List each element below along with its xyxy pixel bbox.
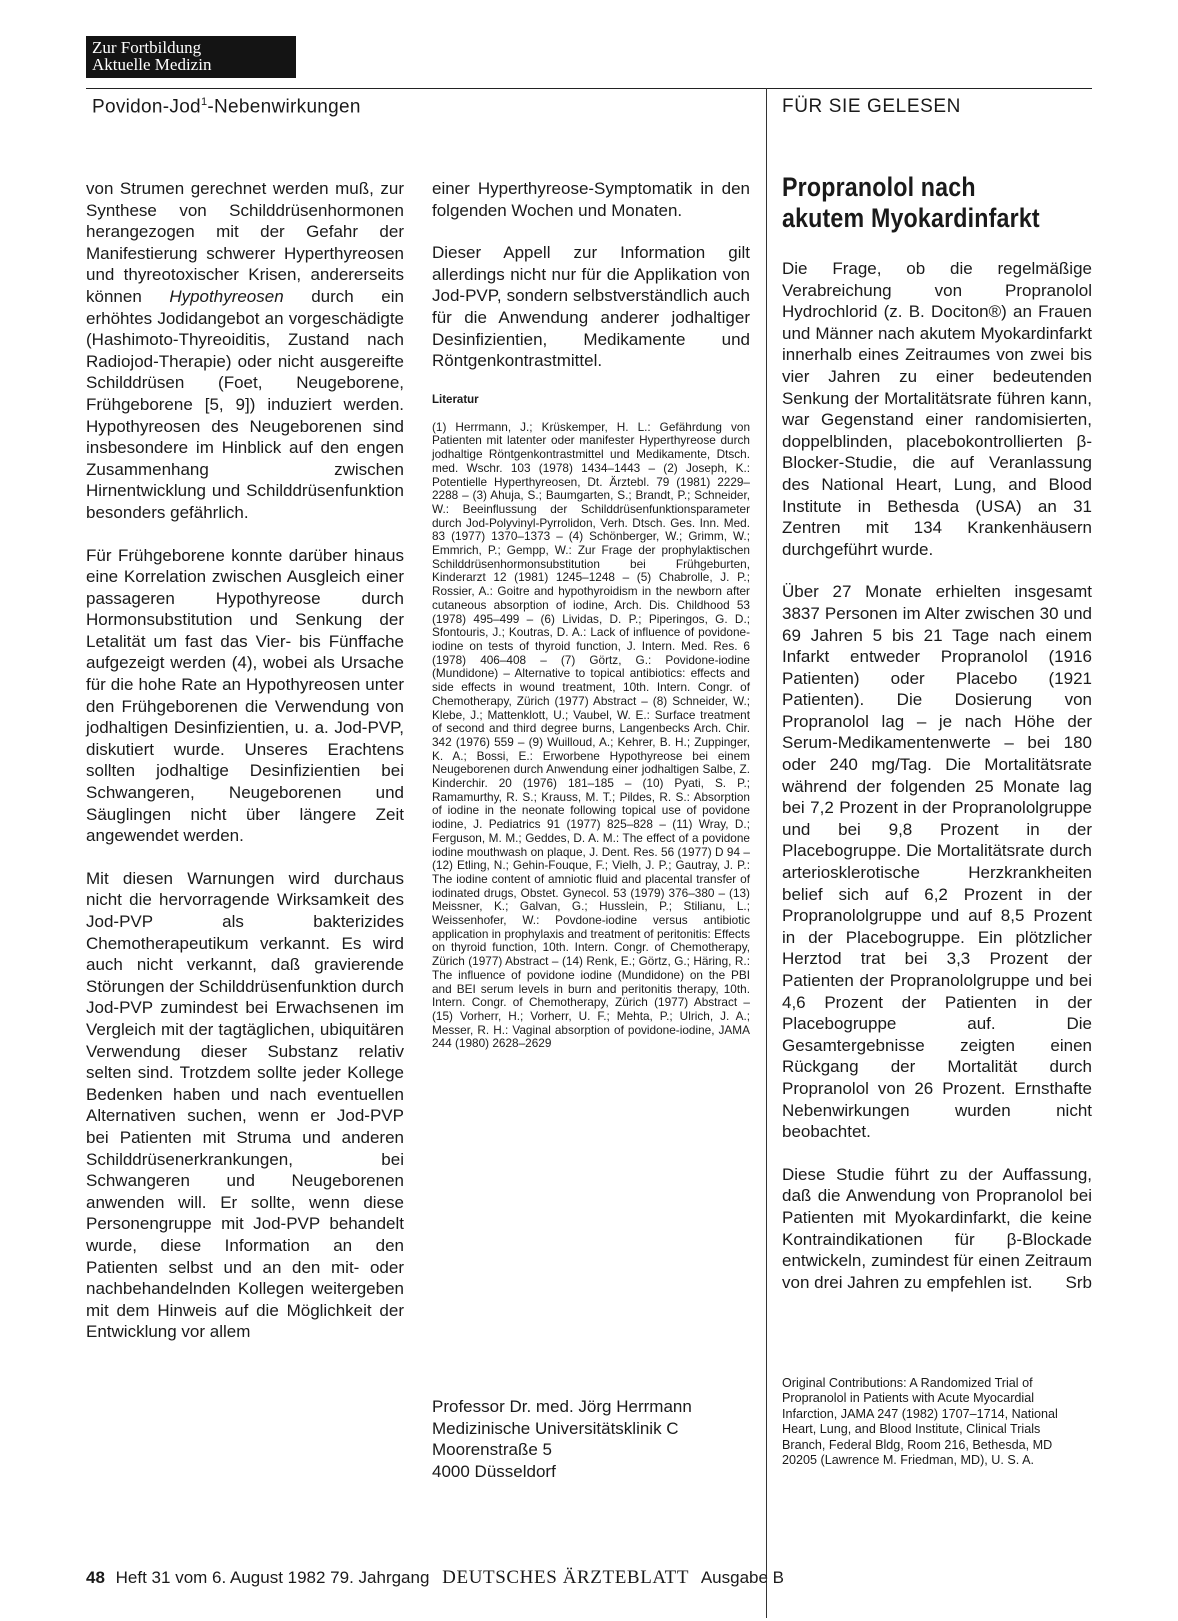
article-column-3 bbox=[782, 258, 1092, 1314]
page-footer bbox=[86, 1567, 784, 1589]
paragraph bbox=[782, 1164, 1092, 1294]
page-number: 48 bbox=[86, 1568, 105, 1587]
paragraph: einer Hyperthyreose-Symptomatik in den folgenden Wochen und Monaten. bbox=[432, 179, 750, 220]
journal-name: DEUTSCHES ÄRZTEBLATT bbox=[442, 1567, 690, 1588]
paragraph-text: Diese Studie führt zu der Auffassung, daß die Anwendung von Propranolol bei Patienten mit Myokardinfarkt, die keine Kontraindikationen für β-Blockade entwickeln, zumindest für einen Zeitraum von drei Jahren zu empfehlen ist. bbox=[782, 1164, 1092, 1292]
address-line: Professor Dr. med. Jörg Herrmann bbox=[432, 1397, 692, 1416]
address-line: 4000 Düsseldorf bbox=[432, 1461, 556, 1481]
headline-line1: Propranolol nach bbox=[782, 172, 976, 202]
paragraph-text: durch ein erhöhtes Jodidangebot an vorgeschädigte (Hashimoto-Thyreoiditis, Zustand nach Radiojod-Therapie) oder nicht ausgereifte Schilddrüsen (Foet, Neugeborene, Frühgeborene [5, 9]) induziert werden. Hypothyreosen des Neugeborenen sind insbesondere im Hinblick auf den engen Zusammenhang zwischen Hirnentwicklung und Schilddrüsenfunktion besonders gefährlich. bbox=[86, 286, 404, 522]
article-column-2 bbox=[432, 178, 750, 1051]
author-address bbox=[432, 1396, 692, 1482]
edition-label: Ausgabe B bbox=[700, 1568, 785, 1587]
section-badge-line2: Aktuelle Medizin bbox=[92, 55, 212, 74]
paragraph bbox=[86, 178, 404, 524]
running-head bbox=[92, 96, 361, 118]
source-citation: Original Contributions: A Randomized Trial of Propranolol in Patients with Acute Myocardial Infarction, JAMA 247 (1982) 1707–1714, National Heart, Lung, and Blood Institute, Clinical Trials Branch, Federal Bldg, Room 216, Bethesda, MD 20205 (Lawrence M. Friedman, MD), U. S. A. bbox=[782, 1376, 1058, 1468]
rubric-heading: FÜR SIE GELESEN bbox=[782, 96, 961, 117]
paragraph-text: von Strumen gerechnet werden muß, zur Synthese von Schilddrüsenhormonen herangezogen mit der Gefahr der Manifestierung schwerer Hyperthyreosen und thyreotoxischer Krisen, andererseits können bbox=[86, 179, 404, 306]
paragraph: Dieser Appell zur Information gilt allerdings nicht nur für die Applikation von Jod-PVP, sondern selbstverständlich auch für die Anwendung anderer jodhaltiger Desinfizientien, Medikamente und Röntgenkontrastmittel. bbox=[432, 243, 750, 371]
address-line: Medizinische Universitätsklinik C bbox=[432, 1418, 679, 1438]
footnote-marker: 1 bbox=[200, 96, 208, 108]
issue-info: Heft 31 vom 6. August 1982 79. Jahrgang bbox=[115, 1568, 430, 1587]
author-signoff: Srb bbox=[1065, 1272, 1092, 1292]
top-rule bbox=[86, 88, 1092, 89]
section-badge bbox=[86, 36, 296, 78]
address-line: Moorenstraße 5 bbox=[432, 1440, 552, 1460]
reference-list: (1) Herrmann, J.; Krüskemper, H. L.: Gefährdung von Patienten mit latenter oder manifester Hyperthyreose durch jodhaltige Röntgenkontrastmittel und Medikamente, Dtsch. med. Wschr. 103 (1978) 1434–1443 – (2) Joseph, K.: Potentielle Hyperthyreosen, Dt. Ärztebl. 79 (1981) 2229–2288 – (3) Ahuja, S.; Baumgarten, S.; Brandt, P.; Schneider, W.: Beeinflussung der Schilddrüsenfunktionsparameter durch Jod-Polyvinyl-Pyrrolidon, Verh. Dtsch. Ges. Inn. Med. 83 (1977) 1370–1373 – (4) Schönberger, W.; Grimm, W.; Emmrich, P.; Gempp, W.: Zur Frage der prophylaktischen Schilddrüsenhormonsubstitution bei Frühgeburten, Kinderarzt 12 (1981) 1245–1248 – (5) Chabrolle, J. P.; Rossier, A.: Goitre and hypothyroidism in the newborn after cutaneous absorption of iodine, Arch. Dis. Childhood 53 (1978) 495–499 – (6) Lividas, D. P.; Piperingos, G. D.; Sfontouris, J.; Koutras, D. A.: Lack of influence of povidone-iodine on tests of thyroid function, J. Intern. Med. Res. 6 (1978) 406–408 – (7) Görtz, G.: Povidone-iodine (Mundidone) – Alternative to topical antibiotics: effects and side effects in wound treatment, 10th. Intern. Congr. of Chemotherapy, Zürich (1977) Abstract – (8) Schneider, W.; Klebe, J.; Mattenklott, U.; Vaubel, W. E.: Surface treatment of second and third degree burns, Langenbecks Arch. Chir. 342 (1976) 559 – (9) Wuilloud, A.; Kehrer, B. H.; Zuppinger, K. A.; Bossi, E.: Erworbene Hypothyreose bei einem Neugeborenen durch Anwendung einer jodhaltigen Salbe, Z. Kinderchir. 20 (1976) 181–185 – (10) Pyati, S. P.; Ramamurthy, R. S.; Krauss, M. T.; Pildes, R. S.: Absorption of iodine in the neonate following topical use of povidone iodine, J. Pediatrics 91 (1977) 825–828 – (11) Wray, D.; Ferguson, M. M.; Geddes, D. A. M.: The effect of a povidone iodine mouthwash on plaque, J. Dent. Res. 56 (1977) D 94 – (12) Etling, N.; Gehin-Fouque, F.; Vielh, J. P.; Gautray, J. P.: The iodine content of amniotic fluid and placental transfer of iodinated drugs, Obstet. Gynecol. 53 (1979) 376–380 – (13) Meissner, K.; Galvan, G.; Husslein, P.; Stilianu, L.; Weissenhofer, W.: Povdone-iodine versus antibiotic application in prophylaxis and treatment of peritonitis: Effects on thyroid function, 10th. Intern. Congr. of Chemotherapy, Zürich (1977) Abstract – (14) Renk, E.; Görtz, G.; Häring, R.: The influence of povidone iodine (Mundidone) on the PBI and BEI serum levels in burn and peritonitis therapy, 10th. Intern. Congr. of Chemotherapy, Zürich (1977) Abstract – (15) Vorherr, H.; Vorherr, U. F.; Mehta, P.; Ulrich, J. A.; Messer, R. H.: Vaginal absorption of povidone-iodine, JAMA 244 (1980) 2628–2629 bbox=[432, 419, 750, 1051]
literature-heading: Literatur bbox=[432, 393, 479, 406]
paragraph: Über 27 Monate erhielten insgesamt 3837 Personen im Alter zwischen 30 und 69 Jahren 5 bis 21 Tage nach einem Infarkt entweder Propranolol (1916 Patienten) oder Placebo (1921 Patienten). Die Dosierung von Propranolol lag – je nach Höhe der Serum-Medikamentenwerte – bei 180 oder 240 mg/Tag. Die Mortalitätsrate während der folgenden 25 Monate lag bei 7,2 Prozent in der Propranololgruppe und bei 9,8 Prozent in der Placebogruppe. Die Mortalitätsrate durch arteriosklerotische Herzkrankheiten belief sich auf 6,2 Prozent in der Propranololgruppe und auf 8,5 Prozent in der Placebogruppe. Ein plötzlicher Herztod trat bei 3,3 Prozent der Patienten der Propranololgruppe und bei 4,6 Prozent der Patienten in der Placebogruppe auf. Die Gesamtergebnisse zeigten einen Rückgang der Mortalität durch Propranolol von 26 Prozent. Ernsthafte Nebenwirkungen wurden nicht beobachtet. bbox=[782, 582, 1092, 1142]
headline-line2: akutem Myokardinfarkt bbox=[782, 203, 1040, 233]
column-divider bbox=[766, 88, 767, 1618]
emphasis-text: Hypothyreosen bbox=[169, 286, 284, 306]
running-head-text: Povidon-Jod bbox=[92, 96, 201, 118]
article-column-1 bbox=[86, 178, 404, 1364]
running-head-suffix: -Nebenwirkungen bbox=[207, 96, 361, 118]
paragraph: Für Frühgeborene konnte darüber hinaus eine Korrelation zwischen Ausgleich einer passageren Hypothyreose durch Hormonsubstitution und Senkung der Letalität um fast das Vier- bis Fünffache aufgezeigt werden (4), wobei als Ursache für die hohe Rate an Hypothyreosen unter den Frühgeborenen die Verwendung von jodhaltigen Desinfizientien, u. a. Jod-PVP, diskutiert wurde. Unseres Erachtens sollten jodhaltige Desinfizientien bei Schwangeren, Neugeborenen und Säuglingen nicht über längere Zeit angewendet werden. bbox=[86, 545, 404, 846]
paragraph: Mit diesen Warnungen wird durchaus nicht die hervorragende Wirksamkeit des Jod-PVP als bakterizides Chemotherapeutikum verkannt. Es wird auch nicht verkannt, daß gravierende Störungen der Schilddrüsenfunktion durch Jod-PVP zumindest bei Erwachsenen im Vergleich mit der tagtäglichen, ubiquitären Verwendung dieser Substanz relativ selten sind. Trotzdem sollte jeder Kollege Bedenken haben und nach eventuellen Alternativen suchen, wenn er Jod-PVP bei Patienten mit Struma und anderen Schilddrüsenerkrankungen, bei Schwangeren und Neugeborenen anwenden will. Er sollte, wenn diese Personengruppe mit Jod-PVP behandelt wurde, diese Information an den Patienten selbst und an den mit- oder nachbehandelnden Kollegen weitergeben mit dem Hinweis auf die Möglichkeit der Entwicklung vor allem bbox=[86, 868, 404, 1342]
paragraph: Die Frage, ob die regelmäßige Verabreichung von Propranolol Hydrochlorid (z. B. Dociton®) an Frauen und Männer nach akutem Myokardinfarkt innerhalb eines Zeitraumes von zwei bis vier Jahren zu einer bedeutenden Senkung der Mortalitätsrate führen kann, war Gegenstand einer randomisierten, doppelblinden, placebokontrollierten β-Blocker-Studie, die auf Veranlassung des National Heart, Lung, and Blood Institute in Bethesda (USA) an 31 Zentren mit 134 Krankenhäusern durchgeführt wurde. bbox=[782, 259, 1092, 559]
article-headline bbox=[782, 172, 1049, 234]
section-badge-line1: Zur Fortbildung bbox=[92, 38, 202, 57]
